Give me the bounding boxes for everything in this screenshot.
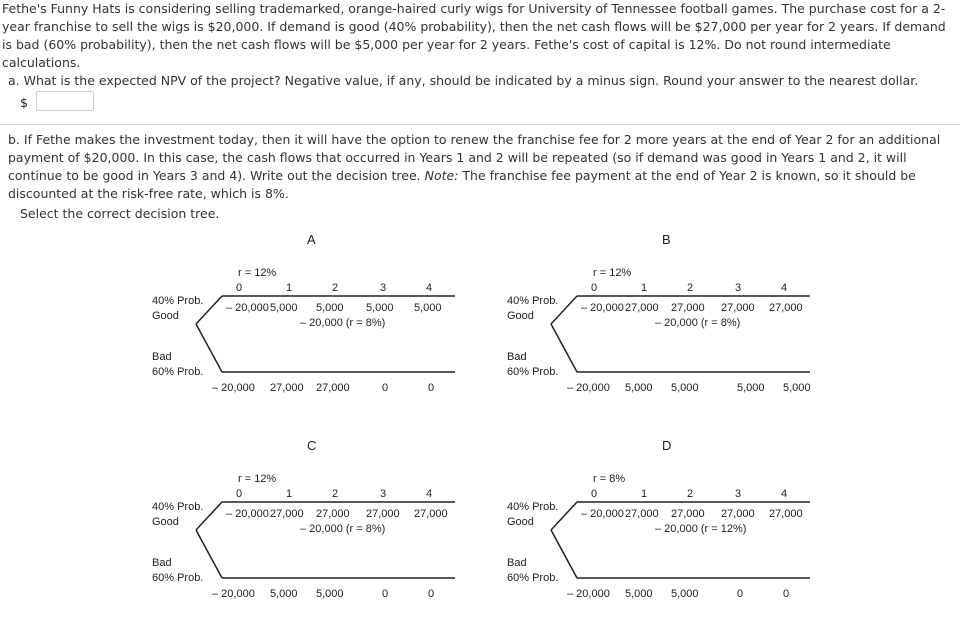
- good-cash-flow: 27,000: [769, 508, 803, 520]
- good-label: Good: [507, 310, 534, 322]
- bad-cash-flow: 5,000: [783, 382, 811, 394]
- note-label: Note:: [424, 168, 459, 183]
- bad-prob-label: 60% Prob.: [152, 366, 204, 378]
- good-cash-flow: – 20,000: [581, 302, 624, 314]
- year-label: 4: [781, 488, 788, 500]
- good-prob-label: 40% Prob.: [507, 501, 559, 513]
- good-cash-flow: 27,000: [625, 508, 659, 520]
- note-text: The franchise fee payment at the end of Year 2 is known, so it should be discounted at the risk-free rate, which is 8%.: [8, 168, 916, 201]
- year-label: 4: [426, 488, 433, 500]
- renewal-fee: – 20,000 (r = 8%): [300, 523, 386, 535]
- question-a: a. What is the expected NPV of the project? Negative value, if any, should be indicated by a minus sign. Round your answer to the nearest dollar.: [8, 73, 919, 88]
- good-cash-flow: 27,000: [671, 302, 705, 314]
- year-label: 3: [380, 282, 387, 294]
- good-label: Good: [507, 516, 534, 528]
- bad-cash-flow: 27,000: [270, 382, 304, 394]
- good-cash-flow: 5,000: [316, 302, 344, 314]
- bad-cash-flow: 0: [428, 588, 435, 600]
- discount-rate: r = 12%: [238, 267, 277, 279]
- year-label: 1: [286, 488, 293, 500]
- bad-cash-flow: 0: [783, 588, 790, 600]
- section-divider: [0, 124, 960, 125]
- bad-cash-flow: 5,000: [316, 588, 344, 600]
- bad-cash-flow: 5,000: [270, 588, 298, 600]
- bad-cash-flow: 0: [382, 588, 389, 600]
- tree-letter: C: [307, 438, 317, 453]
- npv-answer-input[interactable]: [36, 91, 94, 111]
- year-label: 3: [735, 488, 742, 500]
- good-cash-flow: 27,000: [366, 508, 400, 520]
- year-label: 4: [426, 282, 433, 294]
- good-prob-label: 40% Prob.: [507, 295, 559, 307]
- bad-cash-flow: – 20,000: [212, 588, 255, 600]
- good-cash-flow: 27,000: [721, 302, 755, 314]
- year-label: 2: [687, 488, 694, 500]
- tree-letter: D: [662, 438, 672, 453]
- bad-cash-flow: 5,000: [671, 382, 699, 394]
- bad-label: Bad: [152, 557, 172, 569]
- question-b: [8, 131, 960, 203]
- bad-prob-label: 60% Prob.: [507, 572, 559, 584]
- discount-rate: r = 12%: [593, 267, 632, 279]
- good-cash-flow: – 20,000: [226, 508, 269, 520]
- good-prob-label: 40% Prob.: [152, 501, 204, 513]
- bad-cash-flow: 5,000: [625, 382, 653, 394]
- bad-cash-flow: – 20,000: [212, 382, 255, 394]
- decision-tree-d[interactable]: [505, 432, 845, 602]
- good-cash-flow: – 20,000: [581, 508, 624, 520]
- good-cash-flow: 5,000: [270, 302, 298, 314]
- year-label: 0: [236, 282, 243, 294]
- good-cash-flow: 27,000: [270, 508, 304, 520]
- tree-letter: A: [307, 232, 316, 247]
- discount-rate: r = 8%: [593, 473, 626, 485]
- select-instruction: Select the correct decision tree.: [20, 206, 220, 221]
- good-cash-flow: 27,000: [769, 302, 803, 314]
- bad-cash-flow: 5,000: [737, 382, 765, 394]
- bad-prob-label: 60% Prob.: [507, 366, 559, 378]
- bad-cash-flow: 5,000: [625, 588, 653, 600]
- bad-cash-flow: – 20,000: [567, 382, 610, 394]
- renewal-fee: – 20,000 (r = 12%): [655, 523, 747, 535]
- renewal-fee: – 20,000 (r = 8%): [655, 317, 741, 329]
- bad-cash-flow: 0: [428, 382, 435, 394]
- year-label: 3: [735, 282, 742, 294]
- tree-letter: B: [662, 232, 671, 247]
- bad-cash-flow: 5,000: [671, 588, 699, 600]
- year-label: 2: [332, 282, 339, 294]
- good-label: Good: [152, 516, 179, 528]
- discount-rate: r = 12%: [238, 473, 277, 485]
- bad-label: Bad: [152, 351, 172, 363]
- renewal-fee: – 20,000 (r = 8%): [300, 317, 386, 329]
- year-label: 0: [591, 282, 598, 294]
- bad-cash-flow: 0: [382, 382, 389, 394]
- year-label: 0: [591, 488, 598, 500]
- decision-tree-a[interactable]: [150, 226, 490, 396]
- year-label: 2: [687, 282, 694, 294]
- bad-prob-label: 60% Prob.: [152, 572, 204, 584]
- good-cash-flow: 27,000: [414, 508, 448, 520]
- good-cash-flow: 27,000: [671, 508, 705, 520]
- bad-cash-flow: 0: [737, 588, 744, 600]
- good-cash-flow: 27,000: [625, 302, 659, 314]
- good-cash-flow: 27,000: [316, 508, 350, 520]
- good-cash-flow: 27,000: [721, 508, 755, 520]
- bad-cash-flow: 27,000: [316, 382, 350, 394]
- year-label: 4: [781, 282, 788, 294]
- good-cash-flow: – 20,000: [226, 302, 269, 314]
- bad-label: Bad: [507, 351, 527, 363]
- problem-statement: Fethe's Funny Hats is considering selling trademarked, orange-haired curly wigs for University of Tennessee football games. The purchase cost for a 2-year franchise to sell the wigs is $20,000. If demand is good (40% probability), then the net cash flows will be $27,000 per year for 2 years. If demand is bad (60% probability), then the net cash flows will be $5,000 per year for 2 years. Fethe's cost of capital is 12%. Do not round intermediate calculations.: [2, 1, 946, 70]
- good-label: Good: [152, 310, 179, 322]
- year-label: 1: [641, 488, 648, 500]
- good-cash-flow: 5,000: [414, 302, 442, 314]
- good-cash-flow: 5,000: [366, 302, 394, 314]
- year-label: 1: [286, 282, 293, 294]
- bad-cash-flow: – 20,000: [567, 588, 610, 600]
- decision-tree-c[interactable]: [150, 432, 490, 602]
- year-label: 2: [332, 488, 339, 500]
- year-label: 3: [380, 488, 387, 500]
- year-label: 1: [641, 282, 648, 294]
- bad-label: Bad: [507, 557, 527, 569]
- good-prob-label: 40% Prob.: [152, 295, 204, 307]
- dollar-sign: $: [20, 95, 28, 110]
- year-label: 0: [236, 488, 243, 500]
- question-b-text: b. If Fethe makes the investment today, then it will have the option to renew the franchise fee for 2 more years at the end of Year 2 for an additional payment of $20,000. In this case, the cash flows that occurred in Years 1 and 2 will be repeated (so if demand was good in Years 1 and 2, it will continue to be good in Years 3 and 4). Write out the decision tree.: [8, 132, 941, 183]
- decision-tree-b[interactable]: [505, 226, 845, 396]
